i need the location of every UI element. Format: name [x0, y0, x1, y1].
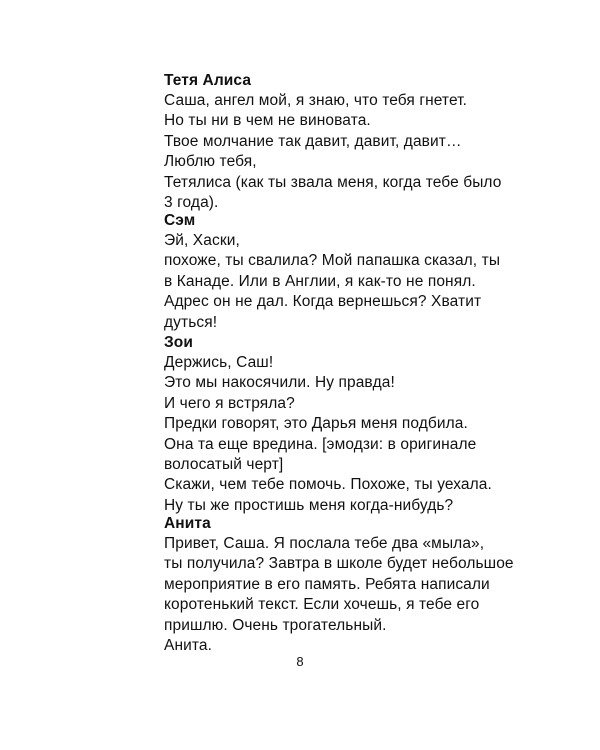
message-line: Скажи, чем тебе помочь. Похоже, ты уехала.: [164, 476, 492, 494]
message-line: ты получила? Завтра в школе будет небольшое: [164, 555, 514, 573]
message-line: волосатый черт]: [164, 456, 284, 474]
message-line: Твое молчание так давит, давит, давит…: [164, 132, 462, 150]
message-block-alisa: [164, 71, 524, 213]
message-line: Это мы накосячили. Ну правда!: [164, 374, 395, 392]
message-block-zoi: [164, 333, 524, 516]
message-line: Ну ты же простишь меня когда-нибудь?: [164, 496, 454, 514]
message-block-anita: [164, 514, 524, 656]
message-line: Привет, Саша. Я послала тебе два «мыла»,: [164, 535, 485, 552]
message-block-sam: [164, 211, 524, 333]
message-line: Люблю тебя,: [164, 153, 257, 171]
message-line: похоже, ты свалила? Мой папашка сказал, ты: [164, 252, 501, 270]
message-line: 3 года).: [164, 194, 219, 212]
message-line: Адрес он не дал. Когда вернешься? Хватит: [164, 293, 482, 311]
message-line: И чего я встряла?: [164, 394, 295, 412]
message-line: Анита.: [164, 637, 213, 655]
message-line: Держись, Саш!: [164, 354, 274, 371]
message-line: коротенький текст. Если хочешь, я тебе его: [164, 596, 480, 614]
message-line: Предки говорят, это Дарья меня подбила.: [164, 415, 468, 433]
message-line: в Канаде. Или в Англии, я как-то не понял.: [164, 272, 476, 290]
message-line: дуться!: [164, 313, 218, 331]
message-line: Она та еще вредина. [эмодзи: в оригинале: [164, 435, 477, 453]
message-line: Саша, ангел мой, я знаю, что тебя гнетет.: [164, 92, 468, 109]
message-line: Но ты ни в чем не виновата.: [164, 112, 371, 130]
speaker-name: Сэм: [164, 212, 196, 229]
message-line: мероприятие в его память. Ребята написали: [164, 575, 490, 593]
message-line: Тетялиса (как ты звала меня, когда тебе было: [164, 173, 502, 191]
speaker-name: Тетя Алиса: [164, 72, 252, 89]
speaker-name: Зои: [164, 334, 194, 351]
page-number: 8: [296, 654, 304, 669]
message-line: пришлю. Очень трогательный.: [164, 616, 387, 634]
message-line: Эй, Хаски,: [164, 232, 240, 249]
speaker-name: Анита: [164, 515, 211, 532]
